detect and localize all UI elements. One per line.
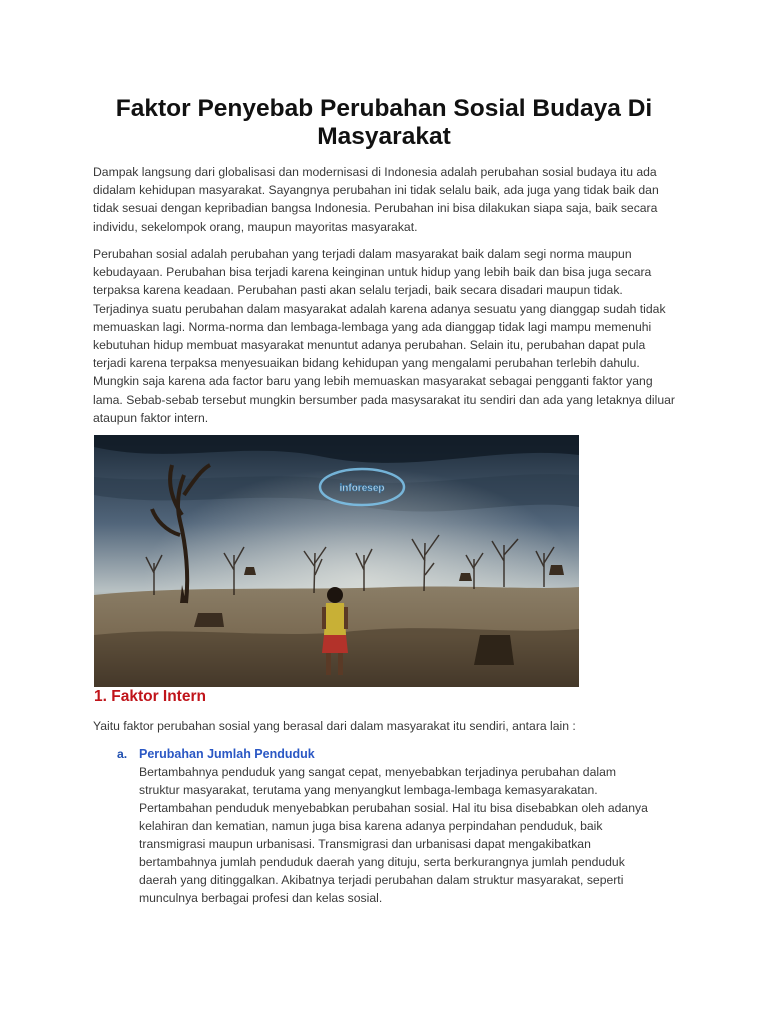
tree-stump — [194, 613, 224, 627]
paragraph-definition: Perubahan sosial adalah perubahan yang terjadi dalam masyarakat baik dalam segi norma maupun kebudayaan. Perubahan bisa terjadi karena keinginan untuk hidup yang lebih baik dan bisa juga secara terpaksa karena keadaan. Perubahan pasti akan selalu terjadi, baik secara disadari maupun tidak. Terjadinya suatu perubahan dalam masyarakat adalah karena adanya sesuatu yang dianggap sudah tidak memuaskan lagi. Norma-norma dan lembaga-lembaga yang ada dianggap tidak lagi mampu memenuhi kebutuhan hidup membuat masyarakat menuntut adanya perubahan. Selain itu, perubahan dapat pula terjadi karena terpaksa menyesuaikan bidang kehidupan yang mengalami perubahan terlebih dahulu. Mungkin saja karena ada factor baru yang lebih memuaskan masyarakat sebagai pengganti faktor yang lama. Sebab-sebab tersebut mungkin bersumber pada masysarakat itu sendiri dan ada yang letaknya diluar ataupun faktor intern. — [93, 247, 675, 425]
list-item-heading: Perubahan Jumlah Penduduk — [139, 747, 315, 761]
paragraph-intro: Dampak langsung dari globalisasi dan modernisasi di Indonesia adalah perubahan sosial budaya itu ada didalam kehidupan masyarakat. Sayangnya perubahan ini tidak selalu baik, ada juga yang tidak baik dan tidak sesuai dengan kepribadian bangsa Indonesia. Perubahan ini bisa dilakukan siapa saja, baik secara individu, sekelompok orang, maupun mayoritas masyarakat. — [93, 165, 659, 234]
section-intro: Yaitu faktor perubahan sosial yang berasal dari dalam masyarakat itu sendiri, antara lain : — [93, 719, 576, 733]
list-item-body: Bertambahnya penduduk yang sangat cepat, menyebabkan terjadinya perubahan dalam struktur masyarakat, terutama yang menyangkut lembaga-lembaga kemasyarakatan. Pertambahan penduduk menyebabkan perubahan sosial. Hal itu bisa disebabkan oleh adanya kelahiran dan kematian, namun juga bisa karena adanya perpindahan penduduk, baik transmigrasi maupun urbanisasi. Transmigrasi dan urbanisasi dapat mengakibatkan bertambahnya jumlah penduduk daerah yang dituju, serta berkurangnya jumlah penduduk daerah yang ditinggalkan. Akibatnya terjadi perubahan dalam struktur masyarakat, seperti munculnya berbagai profesi dan kelas sosial. — [139, 765, 648, 905]
svg-text:inforesep: inforesep — [339, 483, 385, 494]
section-heading-faktor-intern: 1. Faktor Intern — [94, 688, 206, 705]
list-marker: a. — [117, 747, 128, 761]
page-title: Faktor Penyebab Perubahan Sosial Budaya Di Masyarakat — [115, 95, 653, 150]
article-photo — [94, 435, 579, 687]
